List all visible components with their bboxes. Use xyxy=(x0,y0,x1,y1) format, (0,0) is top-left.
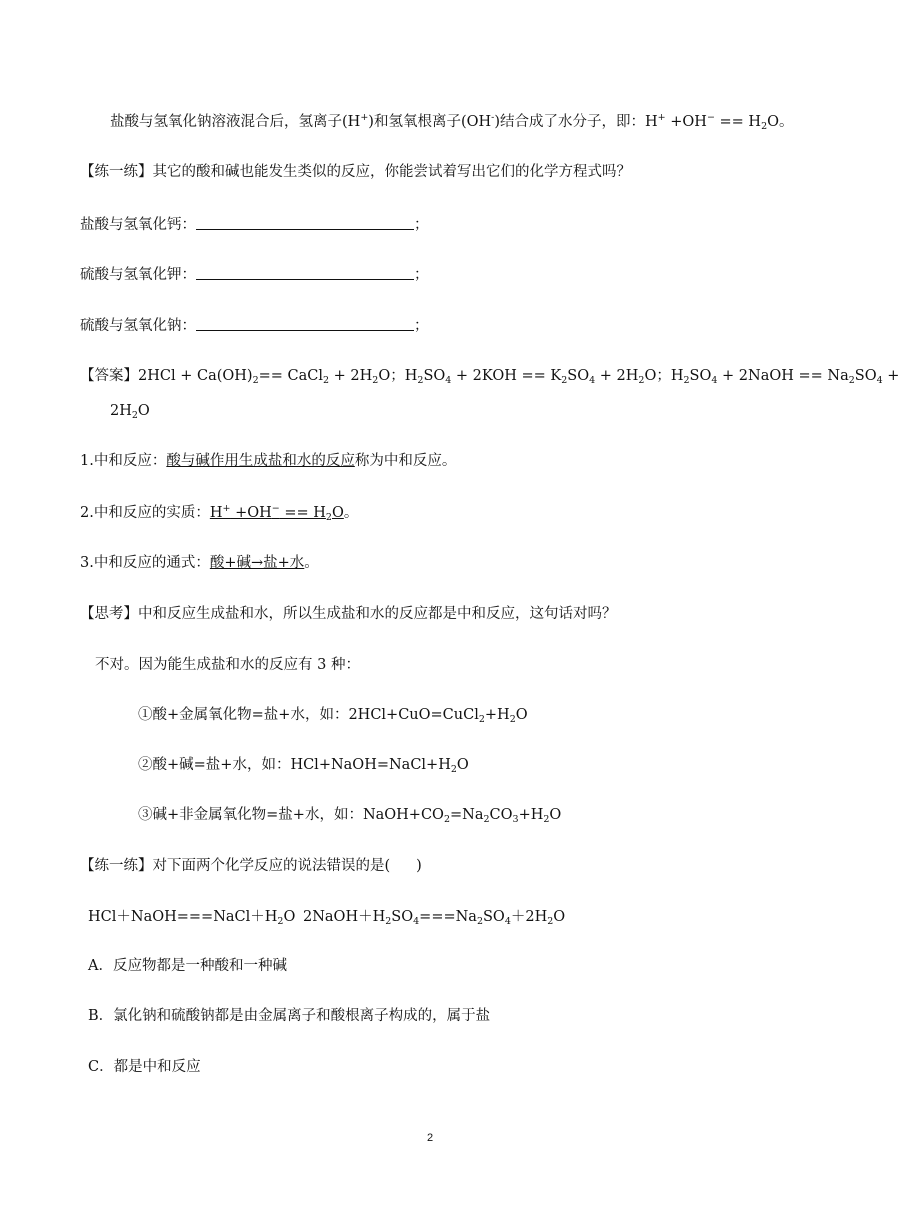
case-2: ②酸+碱=盐+水，如：$HCl+NaOH=NaCl+H_2O$ xyxy=(138,757,469,775)
think-prompt: 【思考】中和反应生成盐和水，所以生成盐和水的反应都是中和反应，这句话对吗？ xyxy=(80,606,617,622)
think-answer: 不对。因为能生成盐和水的反应有 3 种： xyxy=(95,657,360,673)
definition-neutralization: 1.中和反应：酸与碱作用生成盐和水的反应称为中和反应。 xyxy=(80,453,457,469)
equation-1: $HCl+NaOH===NaCl+H_2O$ xyxy=(88,909,296,927)
option-b[interactable]: B．氯化钠和硫酸钠都是由金属离子和酸根离子构成的，属于盐 xyxy=(88,1008,491,1024)
intro-paragraph: 盐酸与氢氧化钠溶液混合后，氢离子(H+)和氢氧根离子(OH-)结合成了水分子，即：$H^+ +OH^- == H_2O$。 xyxy=(110,112,794,132)
neutralization-general-formula: 3.中和反应的通式：酸+碱→盐+水。 xyxy=(80,555,319,571)
option-c[interactable]: C．都是中和反应 xyxy=(88,1059,201,1075)
answer-line: 【答案】$2HCl + Ca(OH)_2==$ CaCl$_2$ + $2H_2O$；$H_2SO_4 + 2KOH == K_2SO_4 + 2H_2O$；$H_2SO_4$ + 2NaOH == $Na_2SO_4$ + xyxy=(80,368,899,386)
exercise-line-1: 盐酸与氢氧化钙： ； xyxy=(80,217,429,233)
answer-blank-2[interactable] xyxy=(196,265,414,280)
exercise-line-3: 硫酸与氢氧化钠： ； xyxy=(80,318,429,334)
exercise-line-2: 硫酸与氢氧化钾： ； xyxy=(80,267,429,283)
case-3: ③碱+非金属氧化物=盐+水，如：$NaOH+CO_2=Na_2CO_3+H_2O$ xyxy=(138,807,562,825)
neutralization-essence: 2.中和反应的实质：$H^+ +OH^- == H_2O$。 xyxy=(80,503,359,523)
answer-blank-1[interactable] xyxy=(196,215,414,230)
page-number: 2 xyxy=(426,1132,434,1144)
answer-blank-3[interactable] xyxy=(196,316,414,331)
option-a[interactable]: A．反应物都是一种酸和一种碱 xyxy=(88,958,287,974)
case-1: ①酸+金属氧化物=盐+水，如：$2HCl+CuO=CuCl_2+H_2O$ xyxy=(138,707,528,725)
equation-2: $2NaOH+H_2SO_4===Na_2SO_4+2H_2O$ xyxy=(303,909,566,927)
practice-prompt: 【练一练】其它的酸和碱也能发生类似的反应，你能尝试着写出它们的化学方程式吗？ xyxy=(80,164,631,180)
question-prompt: 【练一练】对下面两个化学反应的说法错误的是( ) xyxy=(80,858,422,874)
answer-line-continued: $2H_2O$ xyxy=(110,403,150,421)
